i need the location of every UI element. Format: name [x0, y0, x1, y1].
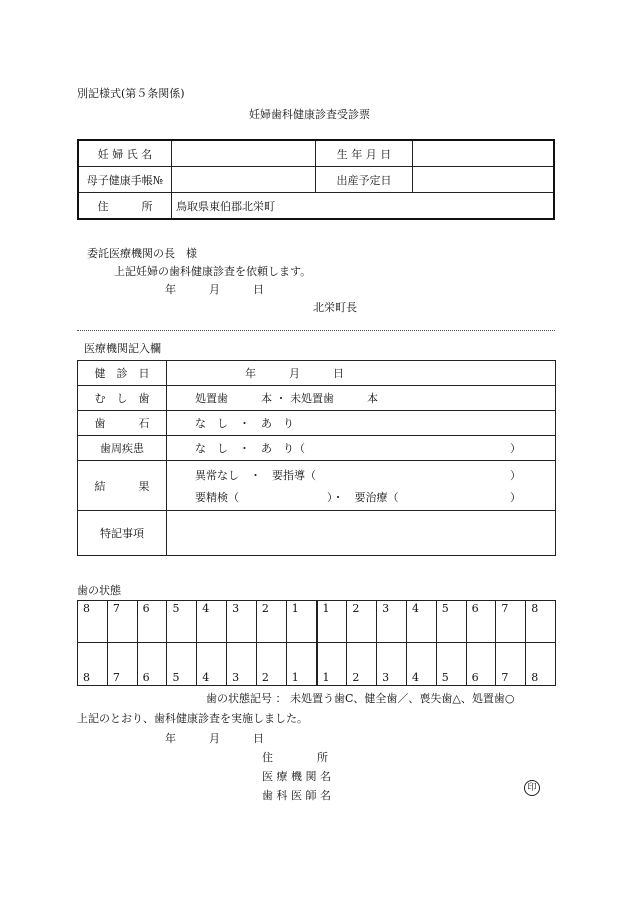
tooth-upper-right-7[interactable]: 7: [107, 601, 137, 643]
request-addressee: 委託医療機関の長 様: [87, 247, 197, 260]
result-line-2-close: ）: [510, 490, 521, 504]
tooth-lower-right-3[interactable]: 3: [227, 643, 257, 686]
tooth-lower-left-5[interactable]: 5: [436, 643, 466, 686]
cut-line: [77, 330, 555, 331]
tooth-upper-right-4[interactable]: 4: [197, 601, 227, 643]
request-date: 年 月 日: [165, 283, 264, 296]
handbook-number-label: 母子健康手帳№: [78, 167, 172, 193]
institution-name-label: 医 療 機 関 名: [262, 770, 331, 783]
teeth-chart: [77, 600, 556, 686]
result-line-2: 要精検（ ）・ 要治療（: [195, 490, 399, 504]
tooth-lower-left-4[interactable]: 4: [406, 643, 436, 686]
clinic-address-label: 住 所: [262, 751, 328, 764]
patient-name-field[interactable]: [172, 140, 316, 167]
due-date-label: 出産予定日: [316, 167, 413, 193]
form-reference: 別記様式(第５条関係): [77, 87, 185, 100]
clinic-entry-table: [77, 360, 556, 556]
teeth-legend: 歯の状態記号 ： 未処置う歯C、健全歯／、喪失歯△、処置歯○: [206, 692, 515, 705]
completion-date: 年 月 日: [165, 732, 264, 745]
exam-date-value[interactable]: 年 月 日: [167, 361, 556, 386]
teeth-section-label: 歯の状態: [77, 584, 121, 597]
tooth-lower-right-6[interactable]: 6: [137, 643, 167, 686]
tooth-lower-right-1[interactable]: 1: [286, 643, 316, 686]
address-label: 住 所: [78, 193, 172, 220]
tooth-upper-left-5[interactable]: 5: [436, 601, 466, 643]
tooth-upper-left-6[interactable]: 6: [466, 601, 496, 643]
clinic-section-label: 医療機関記入欄: [84, 342, 161, 355]
tooth-upper-right-6[interactable]: 6: [137, 601, 167, 643]
tooth-upper-left-1[interactable]: 1: [317, 601, 347, 643]
tooth-upper-right-2[interactable]: 2: [256, 601, 286, 643]
tooth-upper-left-4[interactable]: 4: [406, 601, 436, 643]
tooth-lower-right-8[interactable]: 8: [78, 643, 108, 686]
form-title: 妊婦歯科健康診査受診票: [249, 108, 370, 121]
tooth-lower-left-7[interactable]: 7: [496, 643, 526, 686]
tooth-upper-left-3[interactable]: 3: [377, 601, 407, 643]
tooth-lower-right-7[interactable]: 7: [107, 643, 137, 686]
exam-date-label: 健 診 日: [78, 361, 167, 386]
tooth-upper-left-2[interactable]: 2: [347, 601, 377, 643]
result-line-1: 異常なし ・ 要指導（: [195, 468, 316, 482]
cavity-value[interactable]: 処置歯 本 ・ 未処置歯 本: [167, 386, 556, 411]
periodontal-options: な し ・ あ り（: [195, 442, 305, 455]
tooth-lower-left-8[interactable]: 8: [526, 643, 556, 686]
completion-statement: 上記のとおり、歯科健康診査を実施しました。: [77, 712, 308, 725]
tooth-upper-right-3[interactable]: 3: [227, 601, 257, 643]
birth-date-field[interactable]: [413, 140, 555, 167]
tartar-label: 歯 石: [78, 411, 167, 436]
patient-info-table: [77, 139, 555, 220]
tooth-upper-left-7[interactable]: 7: [496, 601, 526, 643]
periodontal-close: ）: [510, 442, 521, 455]
tooth-upper-left-8[interactable]: 8: [526, 601, 556, 643]
tooth-upper-right-8[interactable]: 8: [78, 601, 108, 643]
request-body: 上記妊婦の歯科健康診査を依頼します。: [114, 265, 312, 278]
tooth-lower-left-2[interactable]: 2: [347, 643, 377, 686]
result-line-1-close: ）: [510, 468, 521, 482]
handbook-number-field[interactable]: [172, 167, 316, 193]
periodontal-label: 歯周疾患: [78, 436, 167, 461]
result-value[interactable]: [167, 461, 556, 511]
tooth-lower-left-3[interactable]: 3: [377, 643, 407, 686]
tartar-value[interactable]: な し ・ あ り: [167, 411, 556, 436]
patient-name-label: 妊 婦 氏 名: [78, 140, 172, 167]
tooth-lower-right-5[interactable]: 5: [167, 643, 197, 686]
special-notes-label: 特記事項: [78, 511, 167, 556]
tooth-upper-right-5[interactable]: 5: [167, 601, 197, 643]
tooth-lower-right-2[interactable]: 2: [256, 643, 286, 686]
tooth-lower-left-6[interactable]: 6: [466, 643, 496, 686]
tooth-lower-right-4[interactable]: 4: [197, 643, 227, 686]
periodontal-value[interactable]: [167, 436, 556, 461]
due-date-field[interactable]: [413, 167, 555, 193]
seal-mark: 印: [524, 780, 540, 796]
address-value[interactable]: 鳥取県東伯郡北栄町: [172, 193, 555, 220]
tooth-upper-right-1[interactable]: 1: [286, 601, 316, 643]
result-label: 結 果: [78, 461, 167, 511]
request-issuer: 北栄町長: [313, 301, 357, 314]
tooth-lower-left-1[interactable]: 1: [317, 643, 347, 686]
special-notes-field[interactable]: [167, 511, 556, 556]
dentist-name-label: 歯 科 医 師 名: [262, 789, 331, 802]
cavity-label: む し 歯: [78, 386, 167, 411]
birth-date-label: 生 年 月 日: [316, 140, 413, 167]
